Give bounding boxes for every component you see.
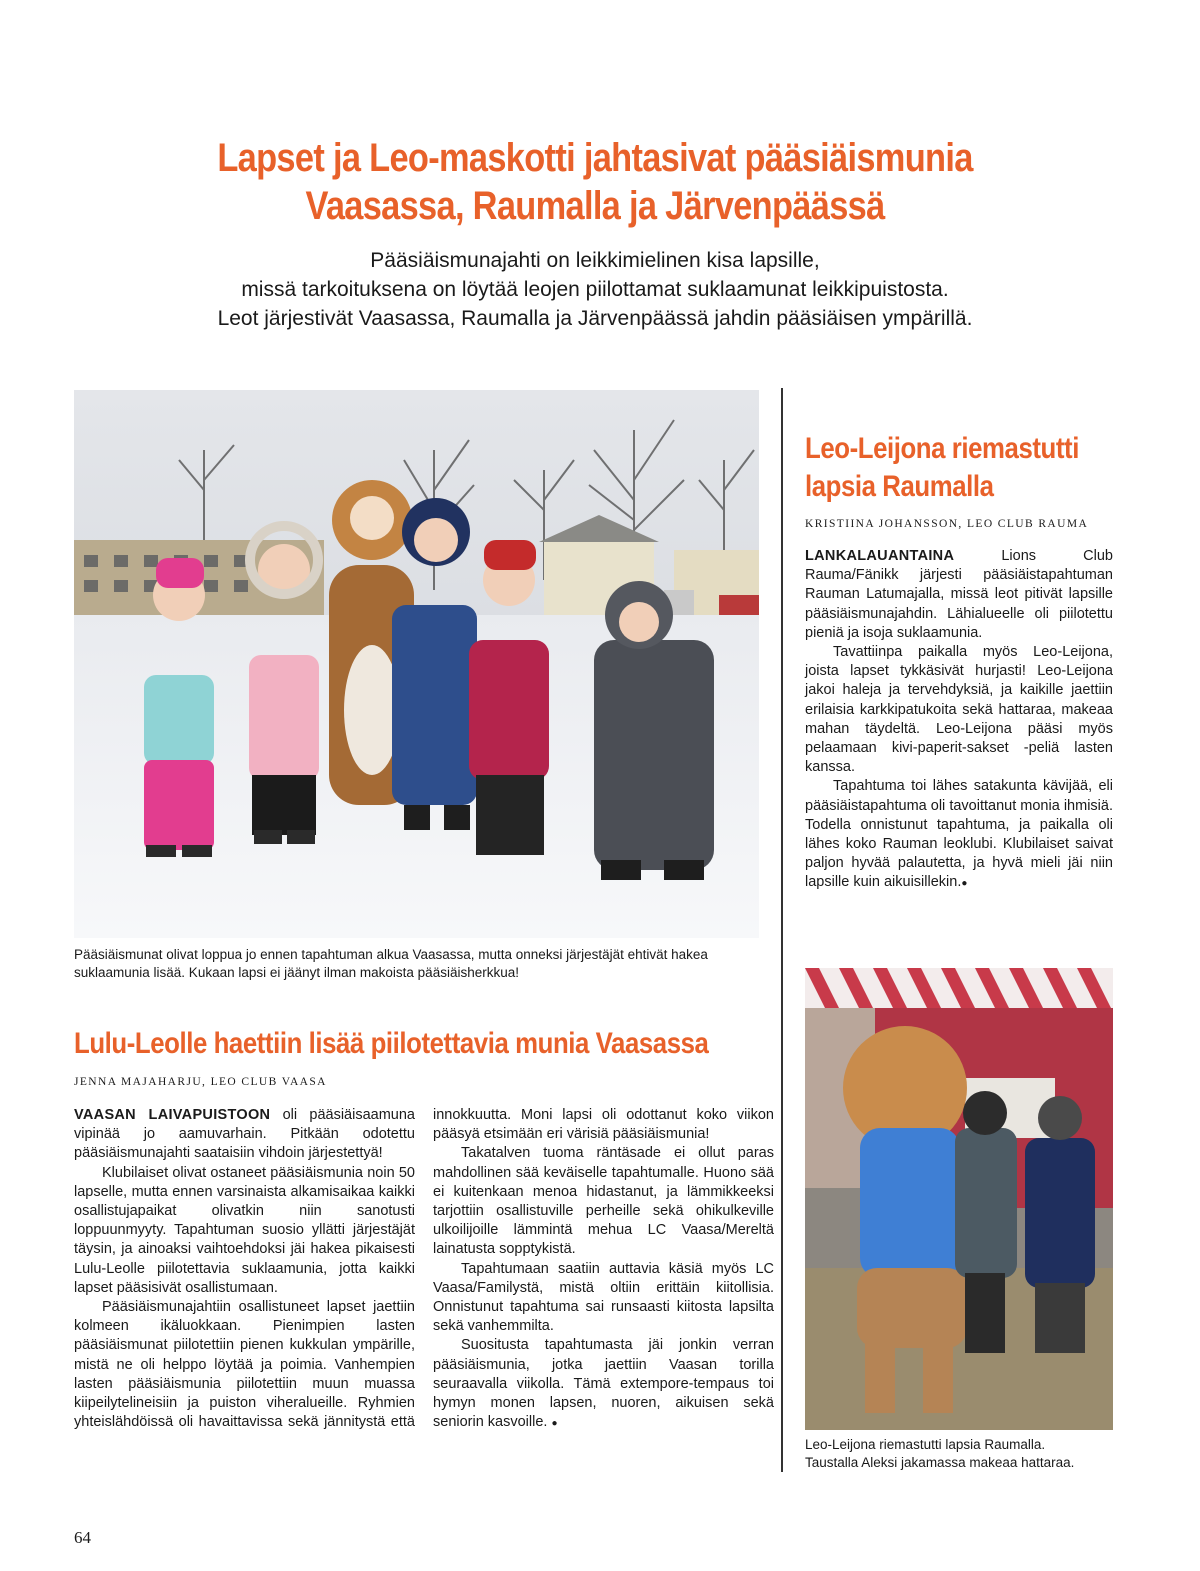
rauma-paragraph-3: [805, 777, 1113, 893]
page-title: [152, 134, 1038, 230]
vaasa-paragraph-1: [74, 1106, 415, 1164]
vaasa-byline: JENNA MAJAHARJU, LEO CLUB VAASA: [74, 1076, 327, 1088]
rauma-heading-line-2: lapsia Raumalla: [805, 470, 994, 503]
rauma-photo-caption: [805, 1436, 1115, 1472]
rauma-paragraph-1-text: Lions Club Rauma/Fänikk järjesti pääsiäistapahtuman Rauman Latumajalla, missä leot pitivät lapsille pääsiäismunajahdin. Lähialueelle oli piilotettu pieniä ja isoja suklaamunia.: [805, 548, 1113, 641]
rauma-end-mark: ●: [961, 878, 968, 890]
lead-line-3: Leot järjestivät Vaasassa, Raumalla ja Järvenpäässä jahdin pääsiäisen ympärillä.: [217, 307, 973, 330]
rauma-paragraph-3-text: Tapahtuma toi lähes satakunta kävijää, eli pääsiäistapahtuma oli tavoittanut monia ihmisiä. Todella onnistunut tapahtuma, ja paikalla oli lähes koko Rauman leoklubi. Klubilaiset saivat paljon hyvää palautetta, ja hyvä mieli jäi niin lapsille kuin aikuisillekin.: [805, 778, 1113, 891]
rauma-byline: KRISTIINA JOHANSSON, LEO CLUB RAUMA: [805, 518, 1089, 530]
rauma-heading: [805, 430, 1079, 506]
vaasa-paragraph-6: [433, 1336, 774, 1433]
vaasa-paragraph-1-text: oli pääsiäisaamuna vipinää jo aamuvarhain. Pitkään odotettu pääsiäismunajahti saataisiin vihdoin järjestettyä!: [74, 1107, 415, 1162]
vaasa-paragraph-2: Klubilaiset olivat ostaneet pääsiäismunia noin 50 lapselle, mutta ennen varsinaista alkamisaikaa kaikki osallistujapaikat olivatkin niin sanotusti loppuunmyyty. Tapahtuman suosio yllätti järjestäjät täysin, ja ainoaksi vaihtoehdoksi jäi hakea pikaisesti Lulu-Leolle piilotettavia suklaamunia, jotta kaikki lapset pääsisivät osallistumaan.: [74, 1164, 415, 1296]
rauma-caption-line-1: Leo-Leijona riemastutti lapsia Raumalla.: [805, 1437, 1046, 1452]
rauma-caption-line-2: Taustalla Aleksi jakamassa makeaa hattaraa.: [805, 1455, 1075, 1470]
vaasa-photo-caption: Pääsiäismunat olivat loppua jo ennen tapahtuman alkua Vaasassa, mutta onneksi järjestäjät ehtivät hakea suklaamunia lisää. Kukaan lapsi ei jäänyt ilman makoista pääsiäisherkkua!: [74, 947, 708, 980]
lead-paragraph: [100, 246, 1090, 333]
rauma-paragraph-2: Tavattiinpa paikalla myös Leo-Leijona, joista lapset tykkäsivät hurjasti! Leo-Leijona jakoi haleja ja tervehdyksiä, ja kaikille jaettiin erilaisia karkkipatukoita sekä hattaraa, makeaa mahan täydeltä. Leo-Leijona pääsi myös pelaamaan kivi-paperit-sakset -peliä lasten kanssa.: [805, 644, 1113, 776]
vaasa-end-mark: ●: [551, 1418, 558, 1430]
rauma-article-body: [805, 547, 1113, 894]
vaasa-paragraph-6-text: Suositusta tapahtumasta jäi jonkin verran pääsiäismunia, jotka jaettiin Vaasan torilla seuraavalla viikolla. Tämä extempore-tempaus toi hymyn monen lapsen, nuoren, aikuisen sekä seniorin kasvoille.: [433, 1337, 774, 1431]
lead-line-1: Pääsiäismunajahti on leikkimielinen kisa lapsille,: [370, 249, 820, 272]
rauma-photo: [805, 968, 1113, 1430]
vaasa-article-body: [74, 1106, 774, 1490]
vaasa-paragraph-3: Pääsiäismunajahtiin osallistuneet lapset jaettiin kolmeen ikäluokkaan. Pienimpien lasten pääsiäismunat piilotettiin pienen kukkulan ympärille, mistä ne oli helppo löytää ja poimia. Vanhempien lasten pääsiäismunia piilotettiin muun muassa kiipeilytelineisiin ja puiston viheralueille. Ryhmien yhteislähdöissä oli havaittavissa sekä jännitystä että innokkuutta. Moni lapsi oli odottanut koko viikon pääsyä etsimään eri värisiä pääsiäismunia!: [74, 1107, 774, 1431]
lead-line-2: missä tarkoituksena on löytää leojen piilottamat suklaamunat leikkipuistosta.: [241, 278, 949, 301]
vaasa-lead-caps: VAASAN LAIVAPUISTOON: [74, 1107, 271, 1123]
vaasa-heading: Lulu-Leolle haettiin lisää piilotettavia munia Vaasassa: [74, 1027, 709, 1060]
vaasa-paragraph-5: Tapahtumaan saatiin auttavia käsiä myös LC Vaasa/Familystä, mistä oltiin erittäin kiitollisia. Onnistunut tapahtuma sai runsaasti kiitosta lapsilta sekä vanhemmilta.: [433, 1260, 774, 1335]
column-divider: [781, 388, 783, 1472]
title-line-1: Lapset ja Leo-maskotti jahtasivat pääsiäismunia: [217, 136, 973, 180]
vaasa-photo: [74, 390, 759, 938]
rauma-paragraph-1: [805, 547, 1113, 643]
vaasa-paragraph-4: Takatalven tuoma räntäsade ei ollut paras mahdollinen sää keväiselle tapahtumalle. Huono sää ei kuitenkaan menoa hidastanut, ja lämmikkeeksi tarjottiin osallistuville perheille sekä ohikulkeville ulkoilijoille lämmintä mehua LC Vaasa/Mereltä lainatusta sopptykistä.: [433, 1145, 774, 1258]
rauma-lead-caps: LANKALAUANTAINA: [805, 548, 955, 564]
title-line-2: Vaasassa, Raumalla ja Järvenpäässä: [305, 184, 885, 228]
page-number: 64: [74, 1528, 91, 1547]
rauma-heading-line-1: Leo-Leijona riemastutti: [805, 432, 1079, 465]
